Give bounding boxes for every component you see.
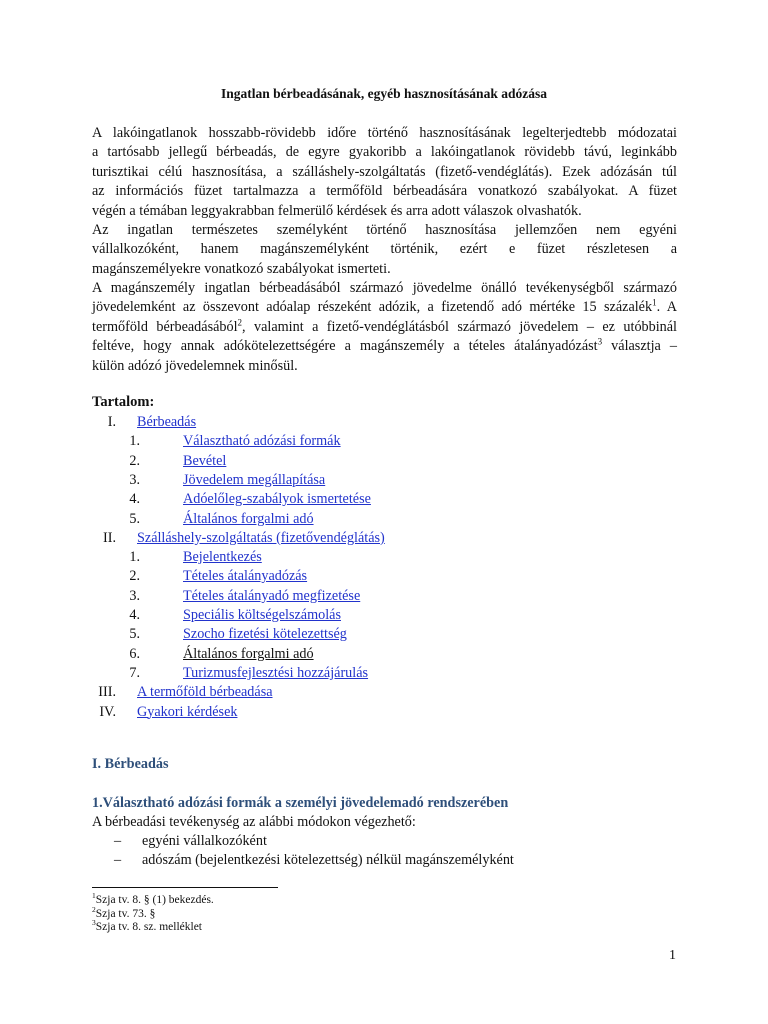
footnote: $^2$Szja tv. 73. § bbox=[92, 904, 156, 920]
toc-item-number: 1. bbox=[129, 549, 140, 566]
toc-section-link[interactable]: A termőföld bérbeadása bbox=[137, 684, 273, 701]
toc-item-number: 4. bbox=[129, 607, 140, 623]
paragraph-line: végén a témában leggyakrabban felmerülő kérdések és arra adott válaszok olvashatók. bbox=[92, 202, 582, 219]
paragraph-line: turisztikai célú hasznosítása, a szálláshely-szolgáltatás (fizető-vendéglátás). Ezek adózásán túl bbox=[92, 163, 677, 180]
toc-section-link[interactable]: Gyakori kérdések bbox=[137, 703, 238, 720]
toc-heading: Tartalom: bbox=[92, 394, 155, 410]
paragraph-line: az információs füzet tartalmazza a termőföld bérbeadására vonatkozó szabályokat. A füzet bbox=[92, 183, 677, 200]
toc-roman-numeral: I. bbox=[107, 414, 116, 430]
footnote-ref: 2 bbox=[237, 317, 243, 328]
subsection-heading: 1.Választható adózási formák a személyi jövedelemadó rendszerében bbox=[92, 795, 509, 811]
toc-item-link[interactable]: Szocho fizetési kötelezettség bbox=[183, 626, 347, 643]
toc-roman-numeral: IV. bbox=[99, 703, 116, 720]
toc-item-link[interactable]: Turizmusfejlesztési hozzájárulás bbox=[183, 664, 369, 681]
footnote-divider bbox=[92, 887, 278, 888]
toc-item-number: 6. bbox=[129, 645, 140, 662]
section-text: A bérbeadási tevékenység az alábbi módokon végezhető: bbox=[92, 814, 416, 830]
toc-section-link[interactable]: Bérbeadás bbox=[137, 414, 197, 430]
toc-item-number: 2. bbox=[129, 452, 140, 469]
footnote: $^1$Szja tv. 8. § (1) bekezdés. bbox=[92, 891, 214, 906]
paragraph-line: Az ingatlan természetes személyként történő hasznosítása jellemzően nem egyéni bbox=[92, 222, 677, 238]
footnote-ref: 3 bbox=[597, 336, 603, 347]
section-heading: I. Bérbeadás bbox=[92, 756, 169, 772]
toc-roman-numeral: II. bbox=[103, 529, 116, 546]
paragraph-line: termőföld bérbeadásából$^2$, valamint a fizető-vendéglátásból származó jövedelem – ez utóbbinál bbox=[92, 317, 677, 335]
footnotes bbox=[92, 891, 214, 935]
toc-item-number: 2. bbox=[129, 568, 140, 585]
toc-item-number: 3. bbox=[129, 587, 140, 604]
toc-item-number: 5. bbox=[129, 510, 140, 527]
toc-item-link[interactable]: Speciális költségelszámolás bbox=[183, 607, 341, 623]
toc-item-number: 4. bbox=[129, 491, 140, 508]
paragraph-line: jövedelemként az összevont adóalap részeként adózik, a fizetendő adó mértéke 15 százalék$^1$. A bbox=[92, 297, 677, 316]
dash-bullet: – bbox=[114, 833, 122, 849]
toc-item-number: 5. bbox=[129, 626, 140, 643]
page-number: 1 bbox=[669, 948, 676, 963]
footnote: $^3$Szja tv. 8. sz. melléklet bbox=[92, 918, 202, 933]
paragraph-line: vállalkozóként, hanem magánszemélyként történik, ezért e füzet részletesen a bbox=[92, 241, 677, 258]
paragraph-line: A lakóingatlanok hosszabb-rövidebb időre történő hasznosításának legelterjedtebb módozatai bbox=[92, 125, 677, 141]
page-title: Ingatlan bérbeadásának, egyéb hasznosításának adózása bbox=[221, 86, 547, 101]
toc-item-link[interactable]: Általános forgalmi adó bbox=[183, 645, 314, 662]
dash-bullet: – bbox=[114, 852, 122, 868]
paragraph-line: feltéve, hogy annak adókötelezettségére a magánszemély a tételes átalányadózást$^3$ választja – bbox=[92, 336, 677, 355]
toc-item-link[interactable]: Bejelentkezés bbox=[183, 549, 262, 566]
paragraph-line: magánszemélyekre vonatkozó szabályokat ismerteti. bbox=[92, 260, 391, 277]
paragraph-line: a tartósabb jellegű bérbeadás, de egyre gyakoribb a lakóingatlanok rövidebb távú, leginkább bbox=[92, 144, 677, 161]
toc-item-link[interactable]: Bevétel bbox=[183, 452, 227, 469]
toc-item-link[interactable]: Általános forgalmi adó bbox=[183, 510, 314, 527]
toc-item-number: 7. bbox=[129, 664, 140, 681]
intro-paragraph-1 bbox=[92, 124, 677, 221]
intro-paragraph-2 bbox=[92, 221, 677, 279]
intro-paragraph-3 bbox=[92, 279, 677, 376]
toc-item-number: 1. bbox=[129, 433, 140, 450]
toc-item-link[interactable]: Jövedelem megállapítása bbox=[183, 471, 326, 488]
toc-item-link[interactable]: Tételes átalányadó megfizetése bbox=[183, 587, 361, 604]
toc-roman-numeral: III. bbox=[98, 684, 116, 701]
paragraph-line: A magánszemély ingatlan bérbeadásából származó jövedelme önálló tevékenységből származó bbox=[92, 280, 677, 296]
toc-item-link[interactable]: Választható adózási formák bbox=[183, 433, 341, 450]
paragraph-line: külön adózó jövedelemnek minősül. bbox=[92, 357, 298, 374]
document-page: Ingatlan bérbeadásának, egyéb hasznosításának adózása A lakóingatlanok hosszabb-rövidebb időre történő hasznosításának legelterjedtebb módozatai a tartósabb jellegű bérbeadás, de egyre gyakoribb a lakóingatlanok rövidebb távú, leginkább turisztikai célú hasznosítása, a szálláshely-szolgáltatás (fizető-vendéglátás). Ezek adózásán túl az információs füzet tartalmazza a termőföld bérbeadására vonatkozó szabályokat. A füzet végén a témában leggyakrabban felmerülő kérdések és arra adott válaszok olvashatók. Az ingatlan természetes személyként történő hasznosítása jellemzően nem egyéni vállalkozóként, hanem magánszemélyként történik, ezért e füzet részletesen a magánszemélyekre vonatkozó szabályokat ismerteti. A magánszemély ingatlan bérbeadásából származó jövedelme önálló tevékenységből származó jövedelemként az összevont adóalap részeként adózik, a fizetendő adó mértéke 15 százalék$^1$. A termőföld bérbeadásából$^2$, valamint a fizető-vendéglátásból származó jövedelem – ez utóbbinál feltéve, hogy annak adókötelezettségére a magánszemély a tételes átalányadózást$^3$ választja – külön adózó jövedelemnek minősül. Tartalom: I. Bérbeadás 1. Választható adózási formák 2. Bevétel 3. Jövedelem megállapítása 4. Adóelőleg-szabályok ismertetése 5. Általános forgalmi adó II. Szálláshely-szolgáltatás (fizetővendéglátás) 1. Bejelentkezés 2. Tételes átalányadózás 3. Tételes átalányadó megfizetése 4. Speciális költségelszámolás 5. Szocho fizetési kötelezettség 6. Általános forgalmi adó 7. Turizmusfejlesztési hozzájárulás III. A termőföld bérbeadása IV. Gyakori kérdések I. Bérbeadás 1.Választható adózási formák a személyi jövedelemadó rendszerében A bérbeadási tevékenység az alábbi módokon végezhető: – egyéni vállalkozóként – adószám (bejelentkezési kötelezettség) nélkül magánszemélyként $^1$Szja tv. 8. § (1) bekezdés. $^2$Szja tv. 73. § $^3$Szja tv. 8. sz. melléklet 1 bbox=[0, 0, 768, 1024]
toc-item-link[interactable]: Tételes átalányadózás bbox=[183, 568, 308, 585]
toc-section-link[interactable]: Szálláshely-szolgáltatás (fizetővendéglátás) bbox=[137, 529, 385, 546]
toc-item-link[interactable]: Adóelőleg-szabályok ismertetése bbox=[183, 491, 371, 508]
footnote-ref: 1 bbox=[652, 297, 657, 308]
toc-item-number: 3. bbox=[129, 471, 140, 488]
